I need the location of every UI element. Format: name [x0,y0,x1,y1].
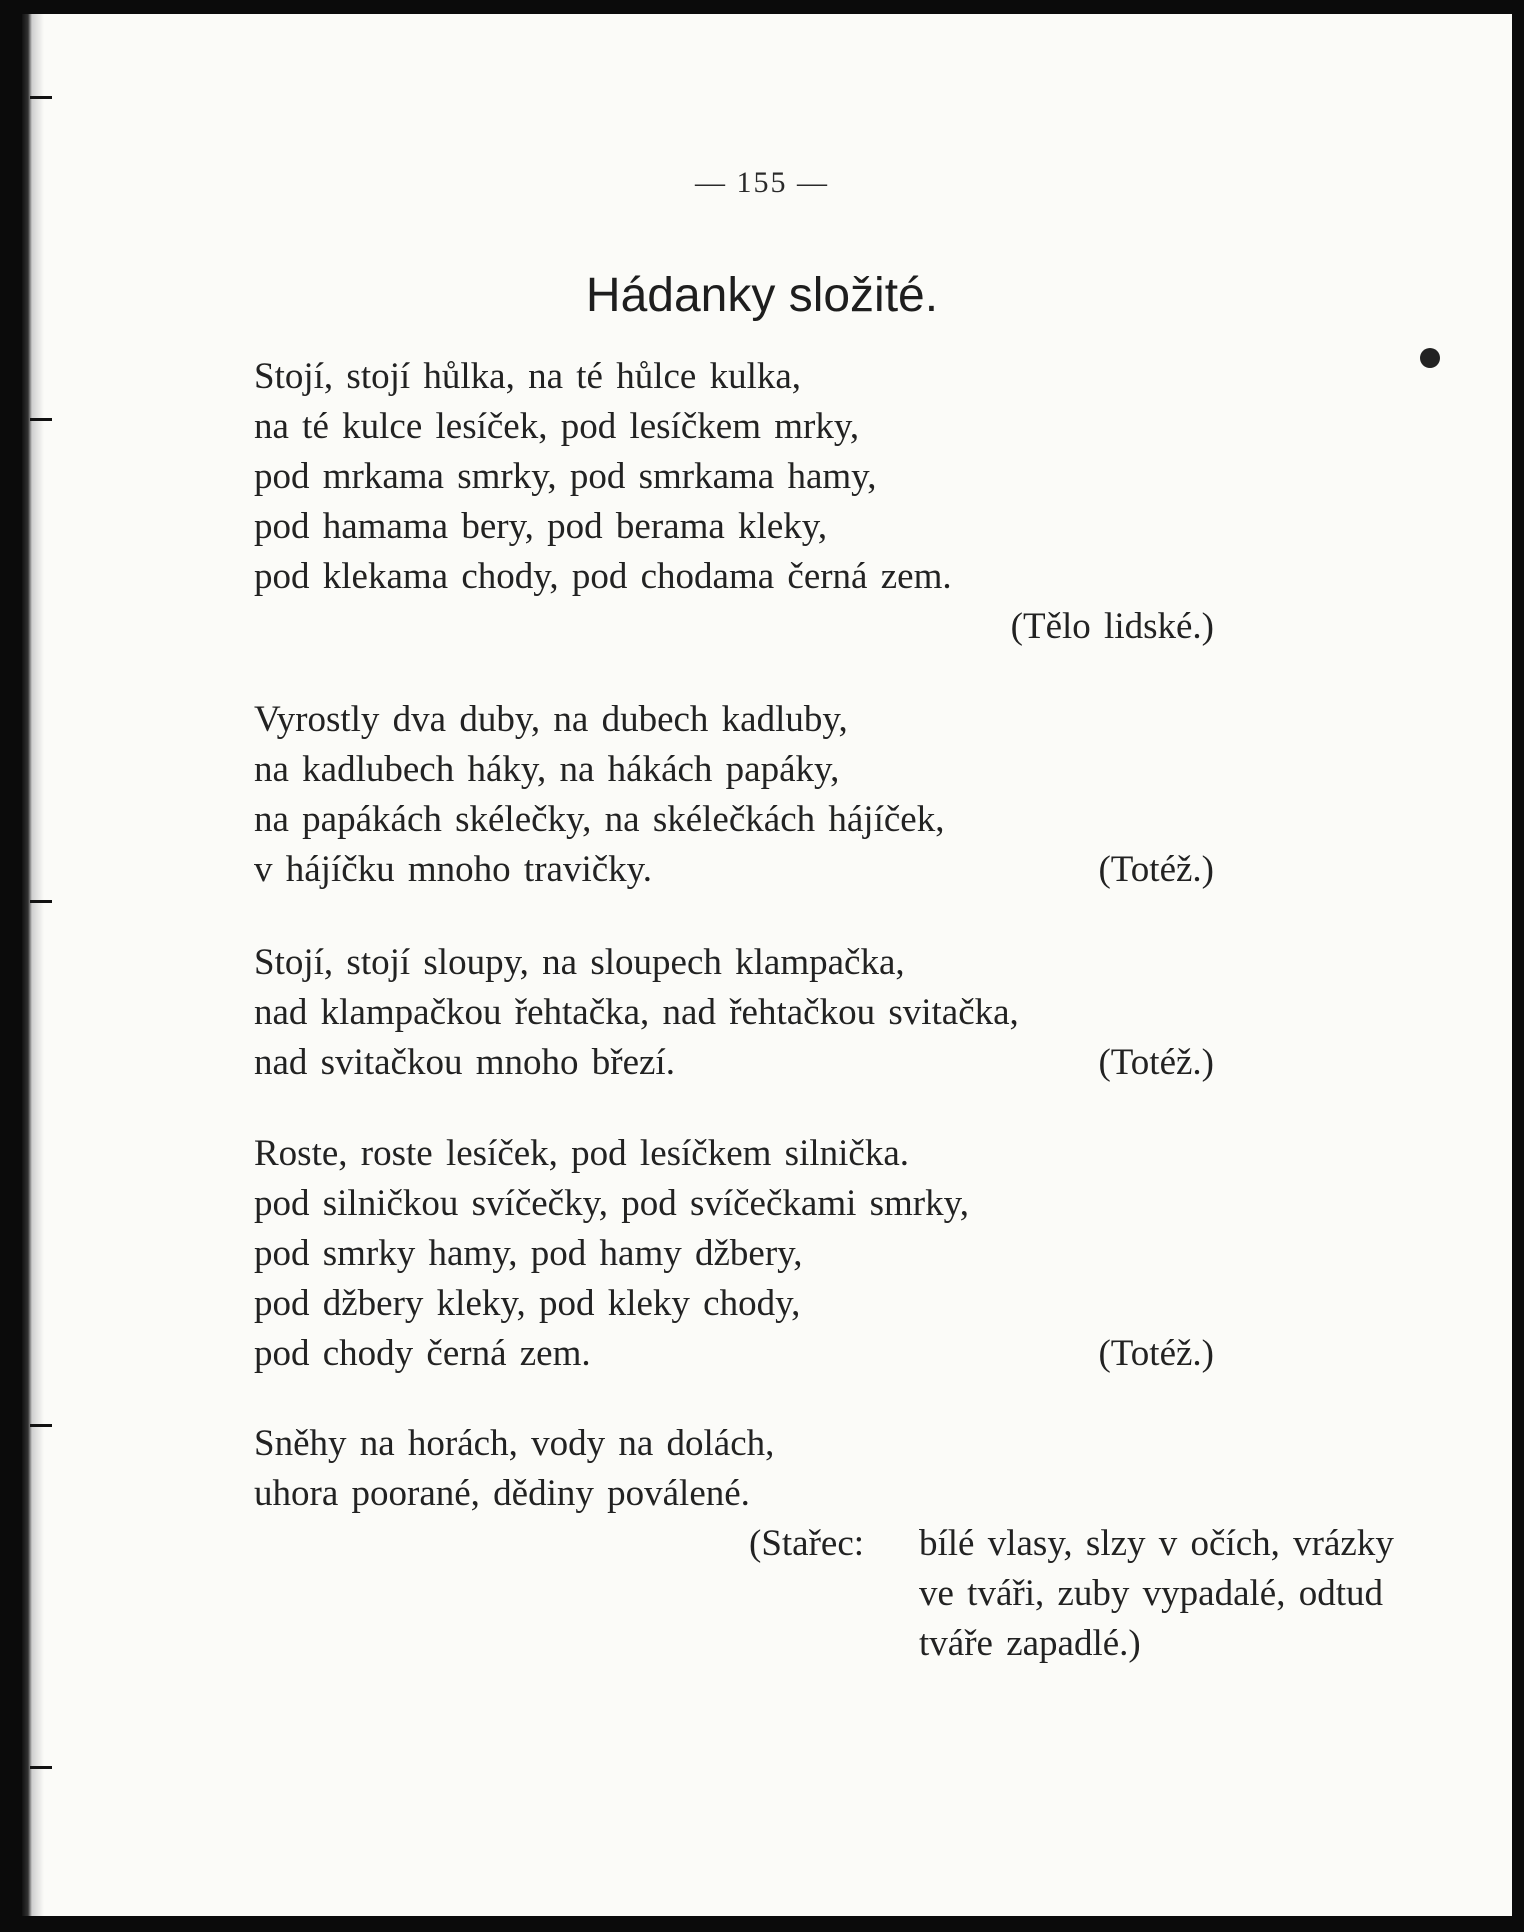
riddle-line: pod chody černá zem. [254,1333,591,1374]
riddle-4 [254,1129,1214,1379]
binding-mark [30,418,52,421]
binding-mark [30,1424,52,1427]
page-number: — 155 — [695,166,829,199]
riddle-line-with-answer [254,1329,1214,1379]
riddle-line-with-answer [254,845,1214,895]
riddle-line: na papákách skélečky, na skélečkách hájíček, [254,799,945,840]
riddle-1 [254,352,1214,652]
riddle-line: na kadlubech háky, na hákách papáky, [254,749,840,790]
riddle-answer-line: tváře zapadlé.) [919,1623,1141,1664]
riddle-line: uhora poorané, dědiny poválené. [254,1473,750,1514]
riddle-line: pod mrkama smrky, pod smrkama hamy, [254,456,877,497]
riddle-answer: (Totéž.) [1098,849,1214,890]
riddle-line: pod klekama chody, pod chodama černá zem. [254,556,952,597]
riddle-5 [254,1419,1394,1664]
binding-mark [30,1766,52,1769]
riddle-line: Sněhy na horách, vody na dolách, [254,1423,775,1464]
riddle-line: v hájíčku mnoho travičky. [254,849,653,890]
riddle-answer-line: bílé vlasy, slzy v očích, vrázky [919,1523,1394,1564]
riddle-line: pod smrky hamy, pod hamy džbery, [254,1233,803,1274]
riddle-answer: (Totéž.) [1098,1333,1214,1374]
binding-mark [30,900,52,903]
binding-mark [30,96,52,99]
riddle-line: pod hamama bery, pod berama kleky, [254,506,828,547]
riddle-line: Stojí, stojí sloupy, na sloupech klampačka, [254,942,905,983]
riddle-line: nad klampačkou řehtačka, nad řehtačkou svitačka, [254,992,1019,1033]
riddle-line: Stojí, stojí hůlka, na té hůlce kulka, [254,356,802,397]
riddle-line: nad svitačkou mnoho březí. [254,1042,675,1083]
riddle-answer: (Tělo lidské.) [1010,606,1214,647]
riddle-line: pod silničkou svíčečky, pod svíčečkami smrky, [254,1183,969,1224]
riddle-3 [254,938,1214,1088]
riddle-line: Roste, roste lesíček, pod lesíčkem silnička. [254,1133,910,1174]
riddle-2 [254,695,1214,895]
riddle-answer: (Totéž.) [1098,1042,1214,1083]
riddle-answer-block [749,1519,1394,1669]
riddle-line: pod džbery kleky, pod kleky chody, [254,1283,801,1324]
riddle-line: na té kulce lesíček, pod lesíčkem mrky, [254,406,860,447]
riddle-line: Vyrostly dva duby, na dubech kadluby, [254,699,848,740]
riddle-line-with-answer [254,1038,1214,1088]
riddle-answer-lead: (Stařec: [749,1523,865,1564]
page-title: Hádanky složité. [585,269,939,322]
ink-spot [1420,348,1440,368]
riddle-answer-line: ve tváři, zuby vypadalé, odtud [919,1573,1383,1614]
